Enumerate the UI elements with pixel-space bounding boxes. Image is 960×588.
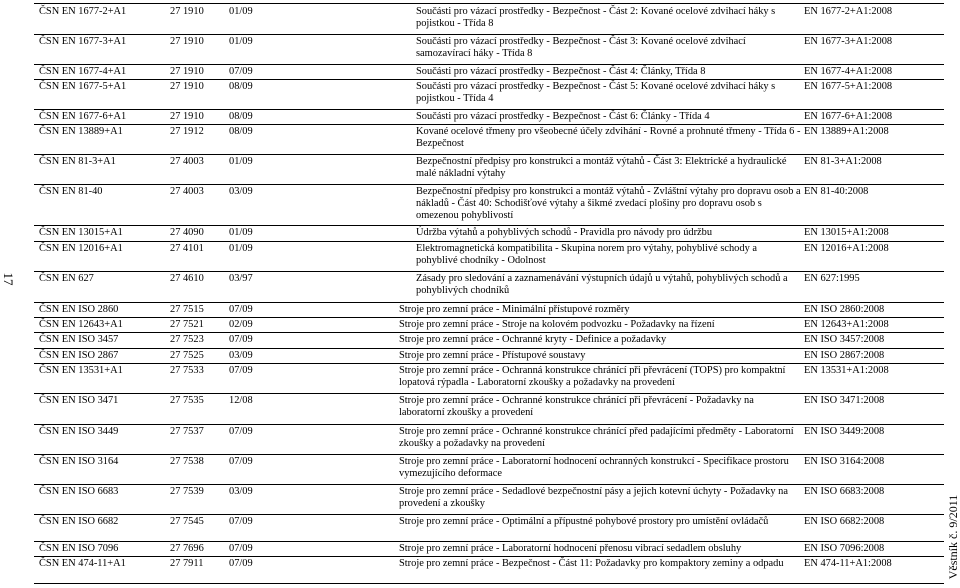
issue-date: 07/09	[229, 365, 253, 376]
classification-mark: 27 1912	[170, 126, 204, 137]
issue-date: 12/08	[229, 395, 253, 406]
table-row	[34, 365, 944, 389]
replaced-standard: EN ISO 3449:2008	[804, 426, 885, 437]
row-divider	[34, 154, 944, 155]
standard-title: Stroje pro zemní práce - Sedadlové bezpečnostní pásy a jejich kotevní úchyty - Požadavky na provedení a zkoušky	[399, 486, 788, 509]
replaced-standard: EN 81-3+A1:2008	[804, 156, 882, 167]
table-row	[34, 456, 944, 480]
classification-mark: 27 1910	[170, 36, 204, 47]
standard-title: Stroje pro zemní práce - Minimální přístupové rozměry	[399, 304, 630, 315]
table-row	[34, 426, 944, 450]
standard-code: ČSN EN 1677-3+A1	[39, 36, 127, 47]
classification-mark: 27 7523	[170, 334, 204, 345]
standard-title: Stroje pro zemní práce - Bezpečnost - Část 11: Požadavky pro kompaktory zeminy a odpadu	[399, 558, 784, 569]
row-divider	[34, 348, 944, 349]
issue-date: 08/09	[229, 126, 253, 137]
standard-title: Bezpečnostní předpisy pro konstrukci a montáž výtahů - Část 3: Elektrické a hydraulické malé nákladní výtahy	[416, 156, 787, 179]
classification-mark: 27 4003	[170, 156, 204, 167]
classification-mark: 27 7911	[170, 558, 204, 569]
table-row	[34, 516, 944, 540]
issue-date: 01/09	[229, 227, 253, 238]
issue-date: 07/09	[229, 304, 253, 315]
standard-title: Stroje pro zemní práce - Ochranné kryty - Definice a požadavky	[399, 334, 667, 345]
classification-mark: 27 7533	[170, 365, 204, 376]
classification-mark: 27 4101	[170, 243, 204, 254]
row-divider	[34, 184, 944, 185]
table-row	[34, 243, 944, 267]
standard-title: Součásti pro vázací prostředky - Bezpečnost - Část 2: Kované ocelové zdvihací háky s pojistkou - Třída 8	[416, 6, 776, 29]
issue-date: 08/09	[229, 111, 253, 122]
standard-code: ČSN EN 81-3+A1	[39, 156, 116, 167]
row-divider	[34, 302, 944, 303]
table-row	[34, 6, 944, 30]
standard-code: ČSN EN 1677-2+A1	[39, 6, 127, 17]
standard-title: Údržba výtahů a pohyblivých schodů - Pravidla pro návody pro údržbu	[416, 227, 713, 238]
replaced-standard: EN 1677-3+A1:2008	[804, 36, 893, 47]
issue-date: 07/09	[229, 426, 253, 437]
table-row	[34, 543, 944, 555]
classification-mark: 27 7545	[170, 516, 204, 527]
standard-code: ČSN EN 474-11+A1	[39, 558, 126, 569]
row-divider	[34, 109, 944, 110]
table-row	[34, 186, 944, 222]
row-divider	[34, 34, 944, 35]
replaced-standard: EN 12016+A1:2008	[804, 243, 889, 254]
replaced-standard: EN 1677-5+A1:2008	[804, 81, 893, 92]
table-row	[34, 304, 944, 316]
standard-code: ČSN EN ISO 2867	[39, 350, 119, 361]
table-row	[34, 156, 944, 180]
table-row	[34, 227, 944, 239]
row-divider	[34, 225, 944, 226]
replaced-standard: EN ISO 3164:2008	[804, 456, 885, 467]
row-divider	[34, 64, 944, 65]
replaced-standard: EN 81-40:2008	[804, 186, 869, 197]
replaced-standard: EN 13531+A1:2008	[804, 365, 889, 376]
table-row	[34, 81, 944, 105]
classification-mark: 27 4610	[170, 273, 204, 284]
row-divider	[34, 332, 944, 333]
issue-date: 07/09	[229, 456, 253, 467]
standard-title: Stroje pro zemní práce - Optimální a přípustné pohybové prostory pro umístění ovládačů	[399, 516, 769, 527]
row-divider	[34, 541, 944, 542]
standard-code: ČSN EN 13889+A1	[39, 126, 123, 137]
replaced-standard: EN 1677-2+A1:2008	[804, 6, 893, 17]
classification-mark: 27 4090	[170, 227, 204, 238]
replaced-standard: EN 12643+A1:2008	[804, 319, 889, 330]
classification-mark: 27 1910	[170, 111, 204, 122]
row-divider	[34, 556, 944, 557]
standard-title: Součásti pro vázací prostředky - Bezpečnost - Část 6: Články - Třída 4	[416, 111, 710, 122]
issue-date: 03/09	[229, 186, 253, 197]
row-divider	[34, 454, 944, 455]
replaced-standard: EN ISO 2867:2008	[804, 350, 885, 361]
classification-mark: 27 7515	[170, 304, 204, 315]
row-divider	[34, 79, 944, 80]
standard-title: Součásti pro vázací prostředky - Bezpečnost - Část 5: Kované ocelové zdvihací háky s pojistkou - Třída 4	[416, 81, 776, 104]
replaced-standard: EN 13015+A1:2008	[804, 227, 889, 238]
standard-title: Stroje pro zemní práce - Přístupové soustavy	[399, 350, 586, 361]
classification-mark: 27 7539	[170, 486, 204, 497]
row-divider	[34, 3, 944, 4]
standard-title: Stroje pro zemní práce - Ochranné konstrukce chránící před padajícími předměty - Laboratorní zkoušky a požadavky na provedení	[399, 426, 794, 449]
page-number: 17	[1, 272, 16, 286]
table-row	[34, 273, 944, 297]
standard-code: ČSN EN ISO 3457	[39, 334, 119, 345]
table-row	[34, 486, 944, 510]
issue-date: 07/09	[229, 558, 253, 569]
issue-date: 01/09	[229, 156, 253, 167]
replaced-standard: EN 474-11+A1:2008	[804, 558, 892, 569]
issue-date: 07/09	[229, 516, 253, 527]
standard-code: ČSN EN ISO 3471	[39, 395, 119, 406]
standard-title: Součásti pro vázací prostředky - Bezpečnost - Část 4: Články, Třída 8	[416, 66, 706, 77]
standard-title: Stroje pro zemní práce - Laboratorní hodnocení přenosu vibrací sedadlem obsluhy	[399, 543, 742, 554]
table-row	[34, 66, 944, 78]
row-divider	[34, 424, 944, 425]
issue-date: 03/09	[229, 350, 253, 361]
issue-date: 07/09	[229, 543, 253, 554]
classification-mark: 27 7696	[170, 543, 204, 554]
table-row	[34, 558, 944, 582]
classification-mark: 27 7538	[170, 456, 204, 467]
table-row	[34, 334, 944, 346]
standard-code: ČSN EN 1677-4+A1	[39, 66, 127, 77]
standard-code: ČSN EN ISO 7096	[39, 543, 119, 554]
standard-code: ČSN EN ISO 6682	[39, 516, 119, 527]
issue-date: 07/09	[229, 66, 253, 77]
issue-date: 01/09	[229, 6, 253, 17]
classification-mark: 27 1910	[170, 66, 204, 77]
classification-mark: 27 1910	[170, 81, 204, 92]
table-row	[34, 350, 944, 362]
standard-title: Elektromagnetická kompatibilita - Skupina norem pro výtahy, pohyblivé schody a pohyblivé chodníky - Odolnost	[416, 243, 757, 266]
standard-title: Kované ocelové třmeny pro všeobecné účely zdvihání - Rovné a prohnuté třmeny - Třída 6 - Bezpečnost	[416, 126, 801, 149]
classification-mark: 27 1910	[170, 6, 204, 17]
table-row	[34, 111, 944, 123]
replaced-standard: EN 1677-6+A1:2008	[804, 111, 893, 122]
table-row	[34, 319, 944, 331]
standard-code: ČSN EN 627	[39, 273, 94, 284]
standard-title: Bezpečnostní předpisy pro konstrukci a montáž výtahů - Zvláštní výtahy pro dopravu osob a nákladů - Část 40: Schodišťové výtahy a šikmé zvedací plošiny pro dopravu osob s omezenou pohyblivostí	[416, 186, 801, 221]
classification-mark: 27 4003	[170, 186, 204, 197]
row-divider	[34, 317, 944, 318]
row-divider	[34, 484, 944, 485]
replaced-standard: EN ISO 3457:2008	[804, 334, 885, 345]
table-row	[34, 36, 944, 60]
issue-date: 03/09	[229, 486, 253, 497]
standard-code: ČSN EN 13015+A1	[39, 227, 123, 238]
row-divider	[34, 393, 944, 394]
standard-code: ČSN EN ISO 3449	[39, 426, 119, 437]
standard-code: ČSN EN 81-40	[39, 186, 103, 197]
standard-code: ČSN EN 13531+A1	[39, 365, 123, 376]
standard-code: ČSN EN 1677-6+A1	[39, 111, 127, 122]
standard-title: Stroje pro zemní práce - Ochranné konstrukce chránící při převrácení - Požadavky na laboratorní zkoušky a provedení	[399, 395, 754, 418]
standard-title: Stroje pro zemní práce - Ochranná konstrukce chránící při převrácení (TOPS) pro kompaktní lopatová rýpadla - Laboratorní zkoušky a požadavky na provedení	[399, 365, 786, 388]
replaced-standard: EN ISO 3471:2008	[804, 395, 885, 406]
standard-code: ČSN EN 1677-5+A1	[39, 81, 127, 92]
replaced-standard: EN ISO 2860:2008	[804, 304, 885, 315]
issue-date: 01/09	[229, 243, 253, 254]
issue-date: 07/09	[229, 334, 253, 345]
standard-title: Stroje pro zemní práce - Stroje na kolovém podvozku - Požadavky na řízení	[399, 319, 715, 330]
replaced-standard: EN 1677-4+A1:2008	[804, 66, 893, 77]
replaced-standard: EN ISO 6683:2008	[804, 486, 885, 497]
row-divider	[34, 583, 944, 584]
standard-title: Stroje pro zemní práce - Laboratorní hodnocení ochranných konstrukcí - Specifikace prostoru vymezujícího deformace	[399, 456, 789, 479]
standard-code: ČSN EN ISO 6683	[39, 486, 119, 497]
row-divider	[34, 124, 944, 125]
standard-code: ČSN EN ISO 2860	[39, 304, 119, 315]
row-divider	[34, 271, 944, 272]
row-divider	[34, 514, 944, 515]
classification-mark: 27 7525	[170, 350, 204, 361]
standard-code: ČSN EN 12016+A1	[39, 243, 123, 254]
classification-mark: 27 7535	[170, 395, 204, 406]
standard-title: Součásti pro vázací prostředky - Bezpečnost - Část 3: Kované ocelové zdvihací samozavírací háky - Třída 8	[416, 36, 746, 59]
issue-date: 02/09	[229, 319, 253, 330]
issue-date: 01/09	[229, 36, 253, 47]
replaced-standard: EN 13889+A1:2008	[804, 126, 889, 137]
standard-code: ČSN EN 12643+A1	[39, 319, 123, 330]
table-row	[34, 395, 944, 419]
classification-mark: 27 7521	[170, 319, 204, 330]
replaced-standard: EN ISO 7096:2008	[804, 543, 885, 554]
table-row	[34, 126, 944, 150]
row-divider	[34, 241, 944, 242]
replaced-standard: EN 627:1995	[804, 273, 860, 284]
issue-date: 08/09	[229, 81, 253, 92]
standard-title: Zásady pro sledování a zaznamenávání výstupních údajů u výtahů, pohyblivých schodů a pohyblivých chodníků	[416, 273, 788, 296]
row-divider	[34, 363, 944, 364]
issue-date: 03/97	[229, 273, 253, 284]
classification-mark: 27 7537	[170, 426, 204, 437]
standard-code: ČSN EN ISO 3164	[39, 456, 119, 467]
journal-label: Věstník č. 9/2011	[946, 494, 960, 580]
replaced-standard: EN ISO 6682:2008	[804, 516, 885, 527]
